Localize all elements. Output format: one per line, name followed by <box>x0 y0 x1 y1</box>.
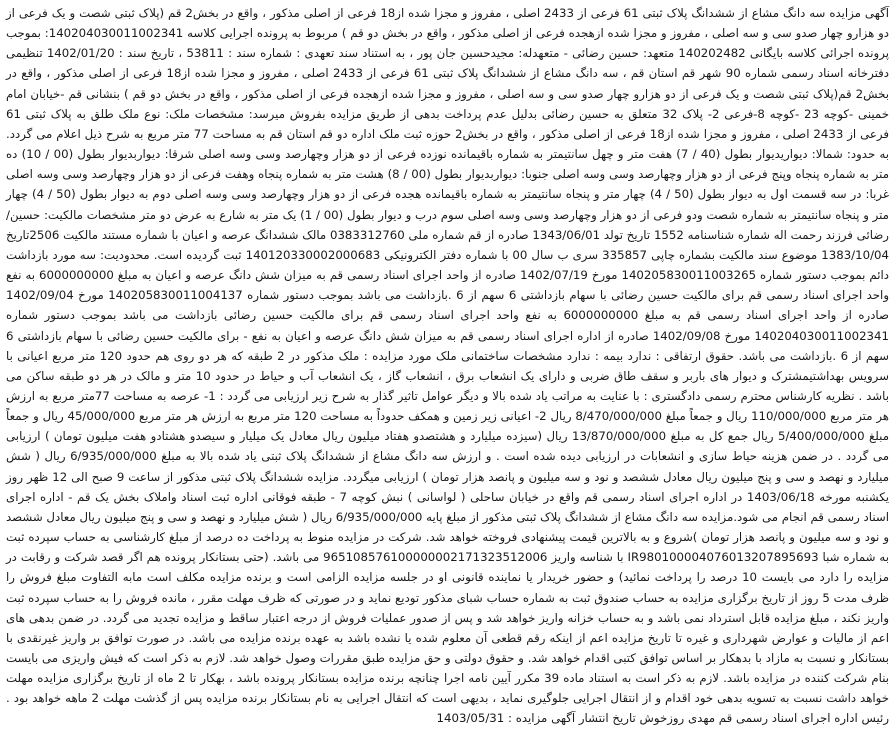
auction-notice-text: آگهی مزایده سه دانگ مشاع از ششدانگ پلاک ثبتی 61 فرعی از 2433 اصلی ، مفروز و مجزا شده از18 فرعی از اصلی مذکور ، واقع در بخش2 قم (پلاک ثبتی شصت و یک فرعی از دو هزارو چهار صدو سی و سه اصلی ، مفروز و مجزا شده ازهجده فرعی از اصلی مذکور ، واقع در بخش دو قم ) مربوط به پرونده اجرایی کلاسه 140204030011002341: بموجب پرونده اجرائی کلاسه بایگانی 140202482 متعهد: حسین رضائی - متعهدله: مجیدحسین جان پور ، به استناد سند تعهدی : شماره سند : 53811 ، تاریخ سند : 1402/01/20 تنظیمی دفترخانه اسناد رسمی شماره 90 شهر قم استان قم ، سه دانگ مشاع از ششدانگ پلاک ثبتی 61 فرعی از 2433 اصلی ، مفروز و مجزا شده از18 فرعی از اصلی مذکور ، واقع در بخش2 قم(پلاک ثبتی شصت و یک فرعی از دو هزارو چهار صدو سی و سه اصلی ، مفروز و مجزا شده ازهجده فرعی از اصلی مذکور ، واقع در بخش دو قم ) بنشانی قم -خیابان امام خمینی -کوچه 23 -کوچه 8-فرعی 2- پلاک 32 متعلق به حسین رضائی بدلیل عدم پرداخت بدهی از طریق مزایده بفروش میرسد: مشخصات ملک: نوع ملک طلق به پلاک ثبتی 61 فرعی از 2433 اصلی ، مفروز و مجزا شده از18 فرعی از اصلی مذکور ، واقع در بخش2 حوزه ثبت ملک اداره دو قم استان قم به مساحت 77 متر مربع به شرح ذیل اعلام می گردد. به حدود: شمالا: دیواریدیوار بطول (40 / 7) هفت متر و چهل سانتیمتر به شماره باقیمانده نوزده فرعی از دو هزار وچهارصد وسی وسه اصلی شرقا: دیواربدیوار بطول (00 / 10) ده متر به شماره پنجاه وپنج فرعی از دو هزار وچهارصد وسی وسه اصلی جنوبا: دیواربدیوار بطول (00 / 8) هشت متر به شماره پنجاه وهفت فرعی از دو هزار وچهارصد وسی وسه اصلی غربا: در سه قسمت اول به دیوار بطول (50 / 4) چهار متر و پنجاه سانتیمتر به شماره باقیمانده هجده فرعی از دو هزار وچهارصد وسی وسه اصلی دوم به دیوار بطول (50 / 4) چهار متر و پنجاه سانتیمتر به شماره شصت ودو فرعی از دو هزار وچهارصد وسی وسه اصلی سوم درب و دیوار بطول (00 / 1) یک متر به شارع به عرض دو متر مشخصات مالکیت: حسین/رضائی فرزند رحمت اله شماره شناسنامه 1552 تاریخ تولد 1343/06/01 صادره از قم شماره ملی 0383312760 مالک ششدانگ عرصه و اعیان با شماره مستند مالکیت 2506تاریخ 1383/10/04 موضوع سند مالکیت بشماره چاپی 335857 سری ب سال 00 با شماره دفتر الکترونیکی 140120330002000683 ثبت گردیده است. محدودیت: سه مورد بازداشت دائم بموجب دستور شماره 140205830011003265 مورخ 1402/07/19 صادره از واحد اجرای اسناد رسمی قم به میزان شش دانگ عرصه و اعیان به مبلغ 6000000000 به نفع واحد اجرای اسناد رسمی قم برای مالکیت حسین رضائی با سهام بازداشتی 6 سهم از 6 .بازداشت می باشد بموجب دستور شماره 140205830011004137 مورخ 1402/09/04 صادره از واحد اجرای اسناد رسمی قم به مبلغ 6000000000 به نفع واحد اجرای اسناد رسمی قم برای مالکیت حسین رضائی بازداشت می باشد بموجب دستور شماره 140204030011002341 مورخ 1402/09/08 صادره از اداره اجرای اسناد رسمی قم به میزان شش دانگ عرصه و اعیان به نفع - برای مالکیت حسین رضائی با سهام بازداشتی 6 سهم از 6 .بازداشت می باشد. حقوق ارتفاقی : ندارد بیمه : ندارد مشخصات ساختمانی ملک مورد مزایده : ملک مذکور در 2 طبقه که هر دو روی هم حدود 120 متر مربع اعیانی با سرویس بهداشتیمشترک و دیوار های باربر و سقف طاق ضربی و دارای یک انشعاب برق ، انشعاب گاز ، یک انشعاب آب و حیاط در حدود 10 متر و مالک در هر دو طبقه ساکن می باشد . نظریه کارشناس محترم رسمی دادگستری : با عنایت به مراتب یاد شده بالا و دیگر عوامل تاثیر گذار به شرح زیر ارزیابی می گردد : 1- عرصه به مساحت 77متر مربع به ارزش هر متر مربع 110/000/000 ریال و جمعاً مبلغ 8/470/000/000 ریال 2- اعیانی زیر زمین و همکف حدوداً به مساحت 120 متر مربع به ارزش هر متر مربع 45/000/000 ریال و جمعاً مبلغ 5/400/000/000 ریال جمع کل به مبلغ 13/870/000/000 ریال (سیزده میلیارد و هشتصدو هفتاد میلیون ریال معادل یک میلیار و سیصدو هشتادو هفت میلیون تومان ) ارزیابی می گردد . در ضمن هزینه حیاط سازی و انشعابات در ارزیابی دیده شده است . و ارزش سه دانگ مشاع از ششدانگ پلاک ثبتی یاد شده بالا به مبلغ 6/935/000/000 ریال ( شش میلیارد و نهصد و سی و پنج میلیون ریال معادل ششصد و نود و سه میلیون و پانصد هزار تومان ) ارزیابی میگردد. مزایده ششدانگ پلاک ثبتی مذکور از ساعت 9 صبح الی 12 ظهر روز یکشنبه مورخه 1403/06/18 در اداره اجرای اسناد رسمی قم واقع در خیابان ساحلی ( لواسانی ) نبش کوچه 7 - طبقه فوقانی اداره ثبت اسناد واملاک بخش یک قم - اداره اجرای اسناد رسمی قم انجام می شود.مزایده سه دانگ مشاع از ششدانگ پلاک ثبتی مذکور از مبلغ پایه 6/935/000/000 ریال ( شش میلیارد و نهصد و سی و پنج میلیون ریال معادل ششصد و نود و سه میلیون و پانصد هزار تومان )شروع و به بالاترین قیمت پیشنهادی فروخته خواهد شد. شرکت در مزایده منوط به پرداخت ده درصد از مبلغ کارشناسی به حساب سپرده ثبت به شماره شبا IR980100004076013207895693 با شناسه واریز 965108576100000002171323512006 می باشد. (حتی بستانکار پرونده هم اگر قصد شرکت و رقابت در مزایده را دارد می بایست 10 درصد را پرداخت نمائید) و حضور خریدار یا نماینده قانونی او در جلسه مزایده الزامی است و برنده مزایده مکلف است مابه التفاوت مبلغ فروش را ظرف مدت 5 روز از تاریخ برگزاری مزایده به حساب صندوق ثبت به شماره حساب شبای مذکور تودیع نماید و در صورتی که ظرف مهلت مقرر ، مانده فروش را به حساب سپرده ثبت واریز نکند ، مبلغ مزایده قابل استرداد نمی باشد و به حساب خزانه واریز خواهد شد و پس از صدور عملیات فروش از درجه اعتبار ساقط و مزایده تجدید می گردد. در ضمن بدهی های اعم از مالیات و عوارض شهرداری و غیره تا تاریخ مزایده اعم از اینکه رقم قطعی آن معلوم شده یا نشده باشد به عهده برنده مزایده می باشد. در صورت توافق بر واریز غیرنقدی با بستانکار و نسبت به مازاد با بدهکار بر اساس توافق کتبی اقدام خواهد شد. و حقوق دولتی و حق مزایده طبق مقررات وصول خواهد شد. لازم به ذکر است که فیش واریزی می بایست بنام شرکت کننده در مزایده باشد. لازم به ذکر است به استناد ماده 39 مکرر آیین نامه اجرا چنانچه برنده مزایده بستانکار پرونده باشد ، بهکار تا 2 ماه از تاریخ برگزاری مزایده مهلت خواهد داشت نسبت به تسویه بدهی خود اقدام و از انتقال اجرایی جلوگیری نماید ، بدیهی است که انتقال اجرایی به نام بستانکار برنده مزایده پس از گذشت مهلت 2 ماهه خواهد بود . رئیس اداره اجرای اسناد رسمی قم مهدی روزخوش تاریخ انتشار آگهی مزایده : 1403/05/31 <box>6 6 890 726</box>
